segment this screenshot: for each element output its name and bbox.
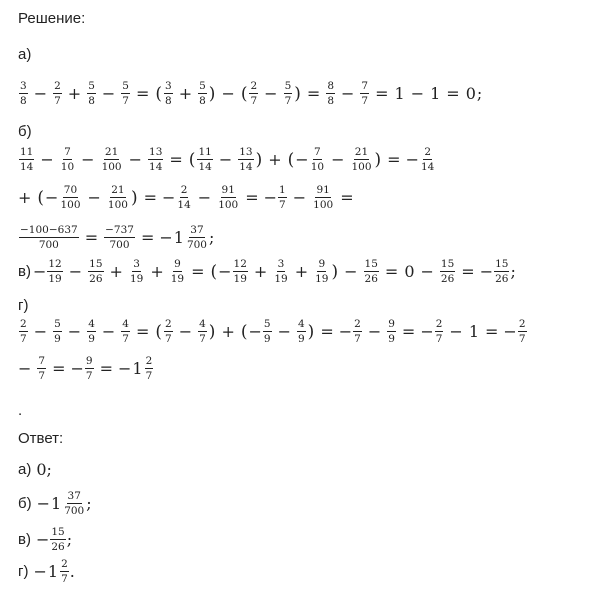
fraction: $\frac{4}{7}$	[122, 318, 129, 346]
fraction: $\frac{91}{100}$	[218, 184, 239, 212]
fraction: $\frac{9}{7}$	[85, 355, 93, 383]
fraction: $\frac{3}{8}$	[165, 80, 172, 108]
fraction: $\frac{3}{19}$	[274, 258, 288, 286]
fraction: $\frac{4}{9}$	[297, 318, 305, 346]
fraction: $\frac{7}{10}$	[310, 146, 325, 174]
fraction: $\frac{13}{14}$	[239, 146, 253, 174]
answer-a: а) 0 ;	[18, 460, 52, 479]
fraction: $\frac{15}{26}$	[495, 258, 509, 286]
solution-heading: Решение:	[18, 10, 86, 27]
fraction: $\frac{12}{19}$	[48, 258, 62, 286]
fraction: $\frac{7}{7}$	[361, 80, 369, 108]
answer-heading: Ответ:	[18, 430, 64, 447]
part-b-label: б)	[18, 123, 32, 140]
fraction: $\frac{-100-637}{700}$	[20, 224, 78, 252]
fraction: $\frac{2}{7}$	[354, 318, 361, 346]
fraction: $\frac{21}{100}$	[351, 146, 372, 174]
part-b-line-2: + ( − $\frac{70}{100}$ − $\frac{21}{100}$ ) = − $\frac{2}{14}$ − $\frac{91}{100}$ = − $\frac{1}{7}$ − $\frac{91}{100}$ =	[18, 184, 354, 212]
fraction: $\frac{11}{14}$	[20, 146, 34, 174]
fraction: $\frac{91}{100}$	[313, 184, 334, 212]
part-b-line-3: $\frac{-100-637}{700}$ = $\frac{-737}{700}$ = − 1 $\frac{37}{700}$ ;	[20, 224, 215, 252]
fraction: $\frac{3}{19}$	[129, 258, 144, 286]
part-a-line-1: $\frac{3}{8}$ − $\frac{2}{7}$ + $\frac{5}{8}$ − $\frac{5}{7}$ = ( $\frac{3}{8}$ + $\frac{5}{8}$ ) − ( $\frac{2}{7}$ − $\frac{5}{7}$ ) = $\frac{8}{8}$ − $\frac{7}{7}$ = 1 − 1 = 0 ;	[20, 80, 483, 108]
fraction: $\frac{3}{8}$	[20, 80, 27, 108]
fraction: $\frac{21}{100}$	[107, 184, 128, 212]
mixed-number: 1 $\frac{37}{700}$	[51, 490, 85, 518]
fraction: $\frac{21}{100}$	[101, 146, 122, 174]
part-a-label: а)	[18, 46, 32, 63]
answer-a-label: а)	[18, 461, 32, 478]
answer-v: в) − $\frac{15}{26}$ ;	[18, 526, 73, 554]
fraction: $\frac{7}{7}$	[38, 355, 46, 383]
part-v-label: в)	[18, 263, 31, 281]
fraction: $\frac{4}{7}$	[199, 318, 206, 346]
fraction: $\frac{15}{26}$	[51, 526, 65, 554]
part-v-line-1: в) − $\frac{12}{19}$ − $\frac{15}{26}$ + $\frac{3}{19}$ + $\frac{9}{19}$ = ( − $\frac{12}{19}$ + $\frac{3}{19}$ + $\frac{9}{19}$ ) − $\frac{15}{26}$ = 0 − $\frac{15}{26}$ = − $\frac{15}{26}$ ;	[18, 258, 516, 286]
fraction: $\frac{2}{7}$	[250, 80, 258, 108]
part-b-line-1: $\frac{11}{14}$ − $\frac{7}{10}$ − $\frac{21}{100}$ − $\frac{13}{14}$ = ( $\frac{11}{14}$ − $\frac{13}{14}$ ) + ( − $\frac{7}{10}$ − $\frac{21}{100}$ ) = − $\frac{2}{14}$	[20, 146, 435, 174]
part-g-line-2: − $\frac{7}{7}$ = − $\frac{9}{7}$ = − 1 $\frac{2}{7}$	[18, 355, 153, 383]
mixed-number: 1 $\frac{2}{7}$	[132, 355, 153, 383]
fraction: $\frac{4}{9}$	[88, 318, 95, 346]
fraction: $\frac{7}{10}$	[60, 146, 75, 174]
answer-g-label: г)	[18, 563, 29, 581]
fraction: $\frac{12}{19}$	[233, 258, 247, 286]
fraction: $\frac{2}{7}$	[54, 80, 61, 108]
mixed-number: 1 $\frac{37}{700}$	[173, 224, 207, 252]
fraction: $\frac{2}{7}$	[518, 318, 526, 346]
fraction: $\frac{2}{14}$	[177, 184, 191, 212]
separator-dot: .	[18, 402, 23, 419]
fraction: $\frac{15}{26}$	[89, 258, 103, 286]
fraction: $\frac{2}{7}$	[435, 318, 443, 346]
part-g-line-1: $\frac{2}{7}$ − $\frac{5}{9}$ − $\frac{4}{9}$ − $\frac{4}{7}$ = ( $\frac{2}{7}$ − $\frac{4}{7}$ ) + ( − $\frac{5}{9}$ − $\frac{4}{9}$ ) = − $\frac{2}{7}$ − $\frac{9}{9}$ = − $\frac{2}{7}$ − 1 = − $\frac{2}{7}$	[20, 318, 526, 346]
fraction: $\frac{11}{14}$	[198, 146, 212, 174]
answer-b-label: б)	[18, 495, 32, 513]
fraction: $\frac{15}{26}$	[364, 258, 378, 286]
fraction: $\frac{8}{8}$	[327, 80, 334, 108]
fraction: $\frac{9}{9}$	[388, 318, 395, 346]
answer-b: б) − 1 $\frac{37}{700}$ ;	[18, 490, 92, 518]
fraction: $\frac{5}{9}$	[263, 318, 271, 346]
fraction: $\frac{5}{8}$	[199, 80, 206, 108]
fraction: $\frac{1}{7}$	[279, 184, 286, 212]
answer-v-label: в)	[18, 531, 31, 549]
fraction: $\frac{2}{14}$	[420, 146, 435, 174]
part-g-label: г)	[18, 297, 29, 314]
fraction: $\frac{5}{7}$	[122, 80, 129, 108]
fraction: $\frac{9}{19}$	[170, 258, 185, 286]
fraction: $\frac{5}{9}$	[54, 318, 61, 346]
mixed-number: 1 $\frac{2}{7}$	[47, 558, 68, 586]
fraction: $\frac{70}{100}$	[60, 184, 81, 212]
fraction: $\frac{-737}{700}$	[105, 224, 134, 252]
fraction: $\frac{5}{8}$	[88, 80, 95, 108]
fraction: $\frac{2}{7}$	[20, 318, 27, 346]
fraction: $\frac{5}{7}$	[284, 80, 292, 108]
fraction: $\frac{9}{19}$	[315, 258, 329, 286]
fraction: $\frac{2}{7}$	[165, 318, 172, 346]
fraction: $\frac{13}{14}$	[149, 146, 163, 174]
fraction: $\frac{15}{26}$	[440, 258, 455, 286]
answer-g: г) − 1 $\frac{2}{7}$ .	[18, 558, 75, 586]
